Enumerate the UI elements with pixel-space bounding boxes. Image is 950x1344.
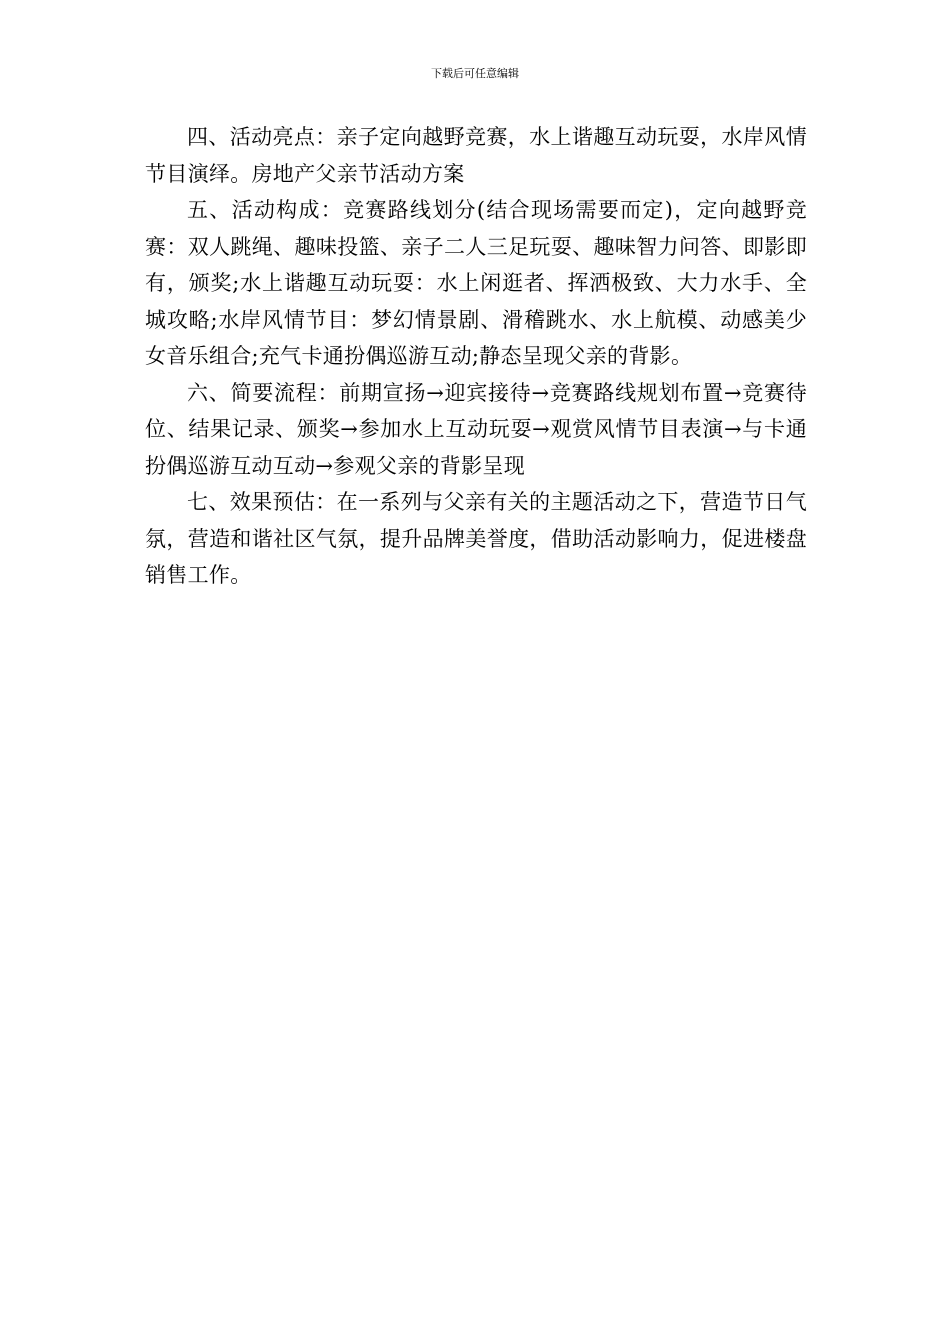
page-header-note: 下载后可任意编辑 [431,67,519,80]
paragraph-effect: 七、效果预估：在一系列与父亲有关的主题活动之下，营造节日气氛，营造和谐社区气氛，提升品牌美誉度，借助活动影响力，促进楼盘销售工作。 [145,490,807,587]
document-body [145,119,807,594]
paragraph-process: 六、简要流程：前期宣扬→迎宾接待→竞赛路线规划布置→竞赛待位、结果记录、颁奖→参加水上互动玩耍→观赏风情节目表演→与卡通扮偶巡游互动互动→参观父亲的背影呈现 [145,380,807,478]
paragraph-highlights: 四、活动亮点：亲子定向越野竞赛，水上谐趣互动玩耍，水岸风情节目演绎。房地产父亲节活动方案 [145,125,807,186]
paragraph-composition: 五、活动构成：竞赛路线划分(结合现场需要而定)，定向越野竞赛：双人跳绳、趣味投篮、亲子二人三足玩耍、趣味智力问答、即影即有，颁奖;水上谐趣互动玩耍：水上闲逛者、挥洒极致、大力水手、全城攻略;水岸风情节目：梦幻情景剧、滑稽跳水、水上航模、动感美少女音乐组合;充气卡通扮偶巡游互动;静态呈现父亲的背影。 [145,198,807,368]
